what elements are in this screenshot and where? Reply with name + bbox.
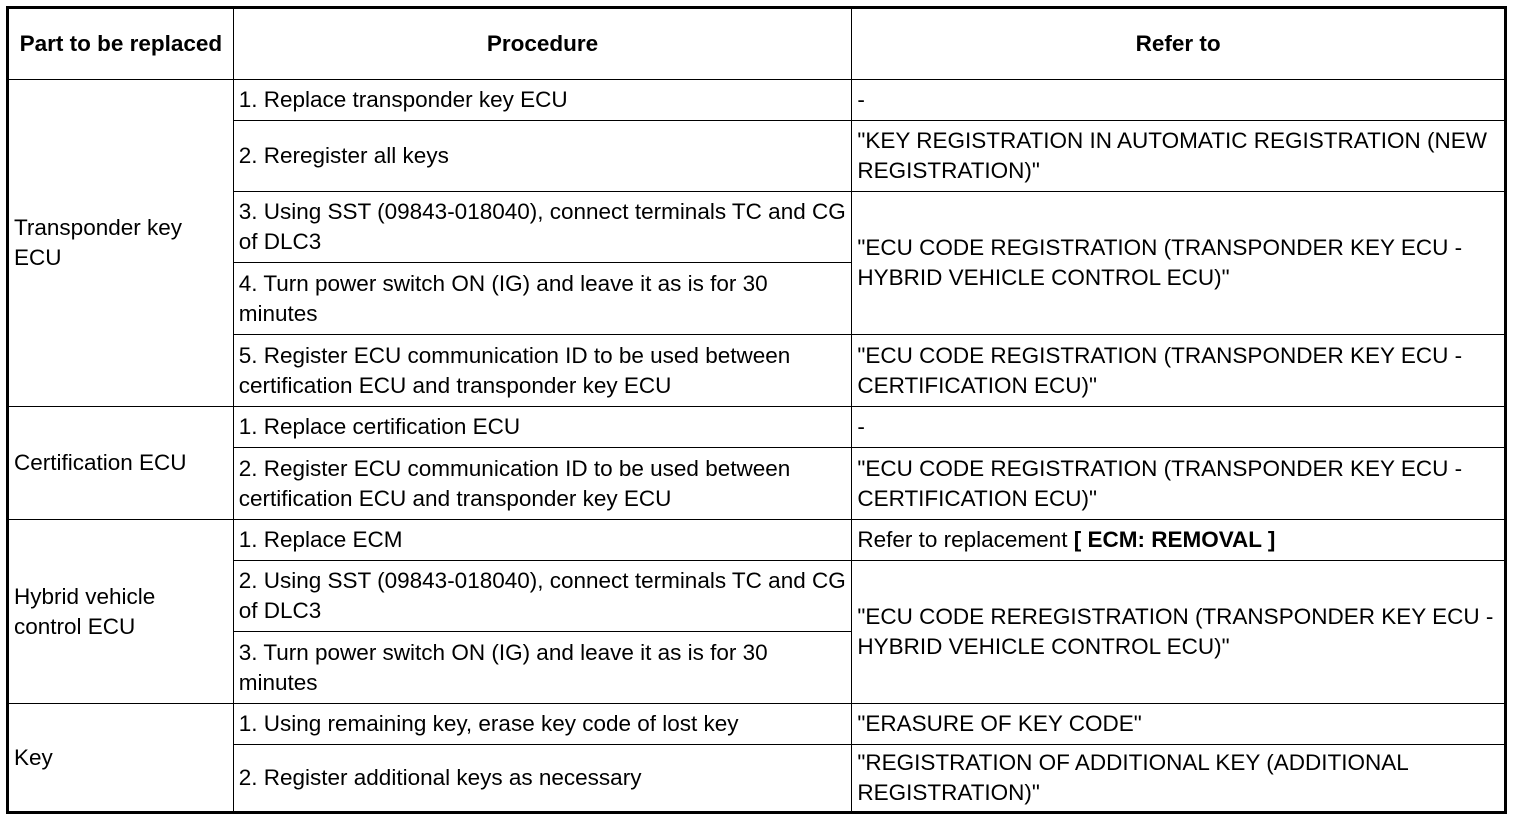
refer-cell: "ERASURE OF KEY CODE" <box>852 704 1506 745</box>
procedure-step: 2. Register ECU communication ID to be used between certification ECU and transponder key ECU <box>233 448 852 520</box>
procedure-step: 1. Replace certification ECU <box>233 407 852 448</box>
table-row <box>8 520 1506 561</box>
refer-cell: "ECU CODE REGISTRATION (TRANSPONDER KEY ECU - HYBRID VEHICLE CONTROL ECU)" <box>852 192 1506 335</box>
table-row <box>8 704 1506 745</box>
refer-cell: - <box>852 80 1506 121</box>
procedure-step: 2. Using SST (09843-018040), connect terminals TC and CG of DLC3 <box>233 561 852 632</box>
refer-cell: "ECU CODE REGISTRATION (TRANSPONDER KEY ECU - CERTIFICATION ECU)" <box>852 335 1506 407</box>
ecm-removal-link[interactable]: [ ECM: REMOVAL ] <box>1073 527 1276 552</box>
refer-cell: "REGISTRATION OF ADDITIONAL KEY (ADDITIONAL REGISTRATION)" <box>852 745 1506 813</box>
part-transponder-key-ecu: Transponder key ECU <box>8 80 234 407</box>
procedure-step: 3. Using SST (09843-018040), connect terminals TC and CG of DLC3 <box>233 192 852 263</box>
procedure-step: 4. Turn power switch ON (IG) and leave it as is for 30 minutes <box>233 263 852 335</box>
table-row <box>8 407 1506 448</box>
header-part: Part to be replaced <box>8 8 234 80</box>
refer-cell: "ECU CODE REREGISTRATION (TRANSPONDER KEY ECU - HYBRID VEHICLE CONTROL ECU)" <box>852 561 1506 704</box>
table-row <box>8 80 1506 121</box>
refer-cell: - <box>852 407 1506 448</box>
procedure-step: 1. Replace ECM <box>233 520 852 561</box>
refer-cell: "ECU CODE REGISTRATION (TRANSPONDER KEY ECU - CERTIFICATION ECU)" <box>852 448 1506 520</box>
procedure-step: 1. Using remaining key, erase key code of lost key <box>233 704 852 745</box>
refer-text: Refer to replacement <box>857 527 1074 552</box>
procedure-step: 3. Turn power switch ON (IG) and leave it as is for 30 minutes <box>233 632 852 704</box>
procedure-step: 2. Reregister all keys <box>233 121 852 192</box>
part-key: Key <box>8 704 234 813</box>
part-certification-ecu: Certification ECU <box>8 407 234 520</box>
header-row <box>8 8 1506 80</box>
procedure-step: 1. Replace transponder key ECU <box>233 80 852 121</box>
header-refer-to: Refer to <box>852 8 1506 80</box>
procedure-step: 5. Register ECU communication ID to be used between certification ECU and transponder key ECU <box>233 335 852 407</box>
header-procedure: Procedure <box>233 8 852 80</box>
replacement-procedure-table <box>6 6 1507 814</box>
refer-cell: "KEY REGISTRATION IN AUTOMATIC REGISTRATION (NEW REGISTRATION)" <box>852 121 1506 192</box>
refer-cell <box>852 520 1506 561</box>
part-hybrid-vehicle-control-ecu: Hybrid vehicle control ECU <box>8 520 234 704</box>
procedure-step: 2. Register additional keys as necessary <box>233 745 852 813</box>
